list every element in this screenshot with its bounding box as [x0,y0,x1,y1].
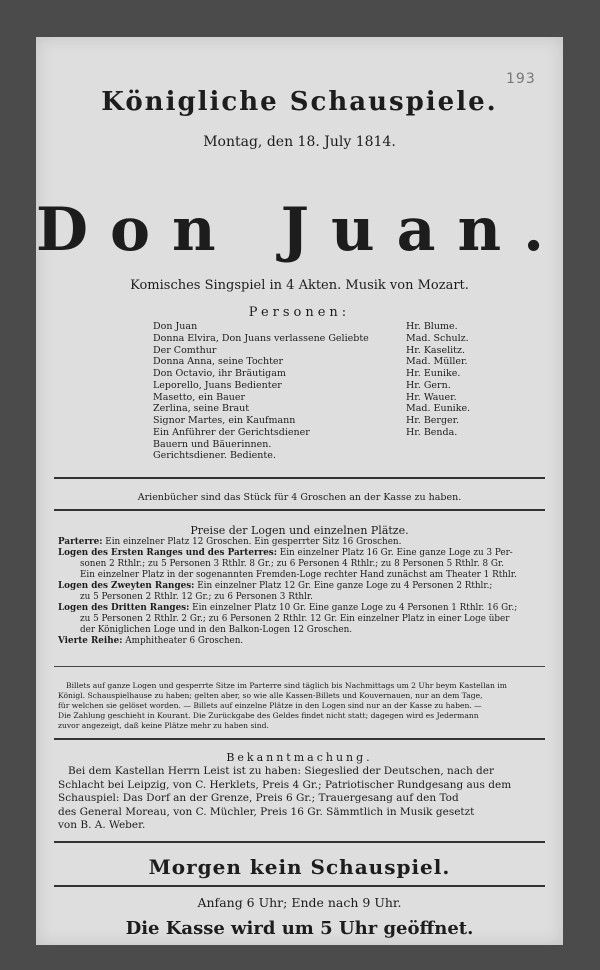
cast-row [153,426,458,439]
price-line [58,559,548,570]
cast-row [153,380,453,392]
price-line [58,581,548,592]
cast-actor: Hr. Kaselitz. [406,344,465,356]
libretto-note: Arienbücher sind das Stück für 4 Groschen an der Kasse zu haben. [137,492,462,503]
cast-role: Don Juan [153,321,198,332]
page-number: 193 [506,71,536,87]
divider [54,666,545,667]
start-end-times: Anfang 6 Uhr; Ende nach 9 Uhr. [197,895,402,910]
cast-row [153,403,471,415]
price-detail: Ein einzelner Platz 16 Gr. Eine ganze Loge zu 3 Per- [277,548,513,558]
cast-role: Gerichtsdiener. Bediente. [153,450,276,462]
price-detail: Amphitheater 6 Groschen. [122,636,244,646]
divider [54,841,545,843]
price-detail: zu 5 Personen 2 Rthlr. 12 Gr.; zu 6 Personen 3 Rthlr. [80,592,313,602]
price-line [58,614,548,625]
price-detail: Ein einzelner Platz in der sogenannten Fremden-Loge rechter Hand zunächst am Theater 1 Rthlr. [80,570,517,580]
play-title: Don Juan. [36,195,566,265]
cast-list [153,321,471,462]
cast-row [153,391,457,404]
cast-actor: Hr. Berger. [406,415,460,426]
divider [54,738,545,740]
price-detail: Ein einzelner Platz 12 Groschen. Ein gesperrter Sitz 16 Groschen. [102,537,402,547]
price-detail: der Königlichen Loge und in den Balkon-Logen 12 Groschen. [80,625,353,635]
prices-list [58,537,548,647]
price-category: Logen des Zweyten Ranges: [58,581,195,591]
price-category: Logen des Ersten Ranges und des Parterres: [58,548,278,558]
cast-row [153,450,453,462]
price-line [58,636,548,647]
announcement-line: von B. A. Weber. [58,819,146,832]
price-line [58,625,548,636]
tomorrow-notice: Morgen kein Schauspiel. [148,855,451,879]
notice-line: Königl. Schauspielhause zu haben; gelten aber, so wie alle Kassen-Billets und Kouvernauen, nur an dem Tage, [58,691,483,700]
divider [54,477,545,479]
cast-actor: Mad. Schulz. [406,332,469,344]
cast-role: Signor Martes, ein Kaufmann [153,415,296,426]
price-category: Parterre: [58,537,103,547]
price-detail: zu 5 Personen 2 Rthlr. 2 Gr.; zu 6 Personen 2 Rthlr. 12 Gr. Ein einzelner Platz in einer Loge über [80,614,510,624]
playbill-sheet [36,37,566,945]
notice-line: zuvor angezeigt, daß keine Plätze mehr zu haben sind. [58,721,269,730]
cast-role: Masetto, ein Bauer [153,391,246,403]
cast-role: Zerlina, seine Braut [153,403,250,415]
cast-role: Leporello, Juans Bedienter [153,379,282,391]
cast-role: Bauern und Bäuerinnen. [153,438,272,450]
announcement-line: Bei dem Kastellan Herrn Leist ist zu haben: Siegeslied der Deutschen, nach der [68,765,495,777]
cast-role: Donna Elvira, Don Juans verlassene Geliebte [153,332,369,344]
box-office-opening: Die Kasse wird um 5 Uhr geöffnet. [125,918,474,939]
cast-role: Ein Anführer der Gerichtsdiener [153,426,310,438]
cast-role: Der Comthur [153,344,217,356]
cast-row [153,439,453,451]
cast-row [153,332,469,345]
price-detail: Ein einzelner Platz 12 Gr. Eine ganze Loge zu 4 Personen 2 Rthlr.; [194,581,493,591]
cast-role: Donna Anna, seine Tochter [153,356,284,368]
price-line [58,592,548,603]
cast-role: Don Octavio, ihr Bräutigam [153,368,286,379]
cast-actor: Hr. Eunike. [406,368,461,379]
price-category: Logen des Dritten Ranges: [58,603,190,613]
price-line [58,603,548,614]
announcement-line: Schlacht bei Leipzig, von C. Herklets, Preis 4 Gr.; Patriotischer Rundgesang aus dem [58,778,512,791]
performance-date: Montag, den 18. July 1814. [203,134,396,150]
announcement-line: Schauspiel: Das Dorf an der Grenze, Preis 6 Gr.; Trauergesang auf den Tod [58,792,459,805]
cast-row [153,344,465,357]
announcement-text [58,765,548,833]
cast-actor: Hr. Benda. [406,426,458,438]
cast-row [153,356,468,368]
price-detail: sonen 2 Rthlr.; zu 5 Personen 3 Rthlr. 8 Gr.; zu 6 Personen 4 Rthlr.; zu 8 Personen 5 Rthlr. 8 Gr. [80,559,504,569]
divider [54,509,545,511]
price-detail: Ein einzelner Platz 10 Gr. Eine ganze Loge zu 4 Personen 1 Rthlr. 16 Gr.; [189,603,518,613]
announcement-line: des General Moreau, von C. Müchler, Preis 16 Gr. Sämmtlich in Musik gesetzt [58,805,475,818]
cast-heading: Personen: [248,305,351,320]
price-line [58,537,548,548]
price-line [58,570,548,581]
theatre-title: Königliche Schauspiele. [101,87,498,117]
notice-line: Die Zahlung geschieht in Kourant. Die Zurückgabe des Geldes findet nicht statt; dagegen wird es Jedermann [58,711,479,720]
cast-actor: Mad. Eunike. [406,403,471,415]
cast-actor: Mad. Müller. [406,356,468,368]
prices-heading: Preise der Logen und einzelnen Plätze. [190,524,409,537]
price-line [58,548,548,559]
cast-row [153,321,458,333]
price-category: Vierte Reihe: [58,636,123,646]
divider [54,885,545,887]
announcement-heading: Bekanntmachung. [226,751,373,764]
cast-actor: Hr. Wauer. [406,391,457,403]
ticket-notice [58,681,548,731]
play-subtitle: Komisches Singspiel in 4 Akten. Musik von Mozart. [130,278,469,293]
cast-actor: Hr. Blume. [406,321,458,332]
cast-actor: Hr. Gern. [406,379,451,391]
cast-row [153,415,460,427]
cast-row [153,368,461,380]
notice-line: für welchen sie gelöset worden. — Billets auf einzelne Plätze in den Logen sind nur an der Kasse zu haben. — [58,701,482,710]
notice-line: Billets auf ganze Logen und gesperrte Sitze im Parterre sind täglich bis Nachmittags um 2 Uhr beym Kastellan im [66,681,507,690]
